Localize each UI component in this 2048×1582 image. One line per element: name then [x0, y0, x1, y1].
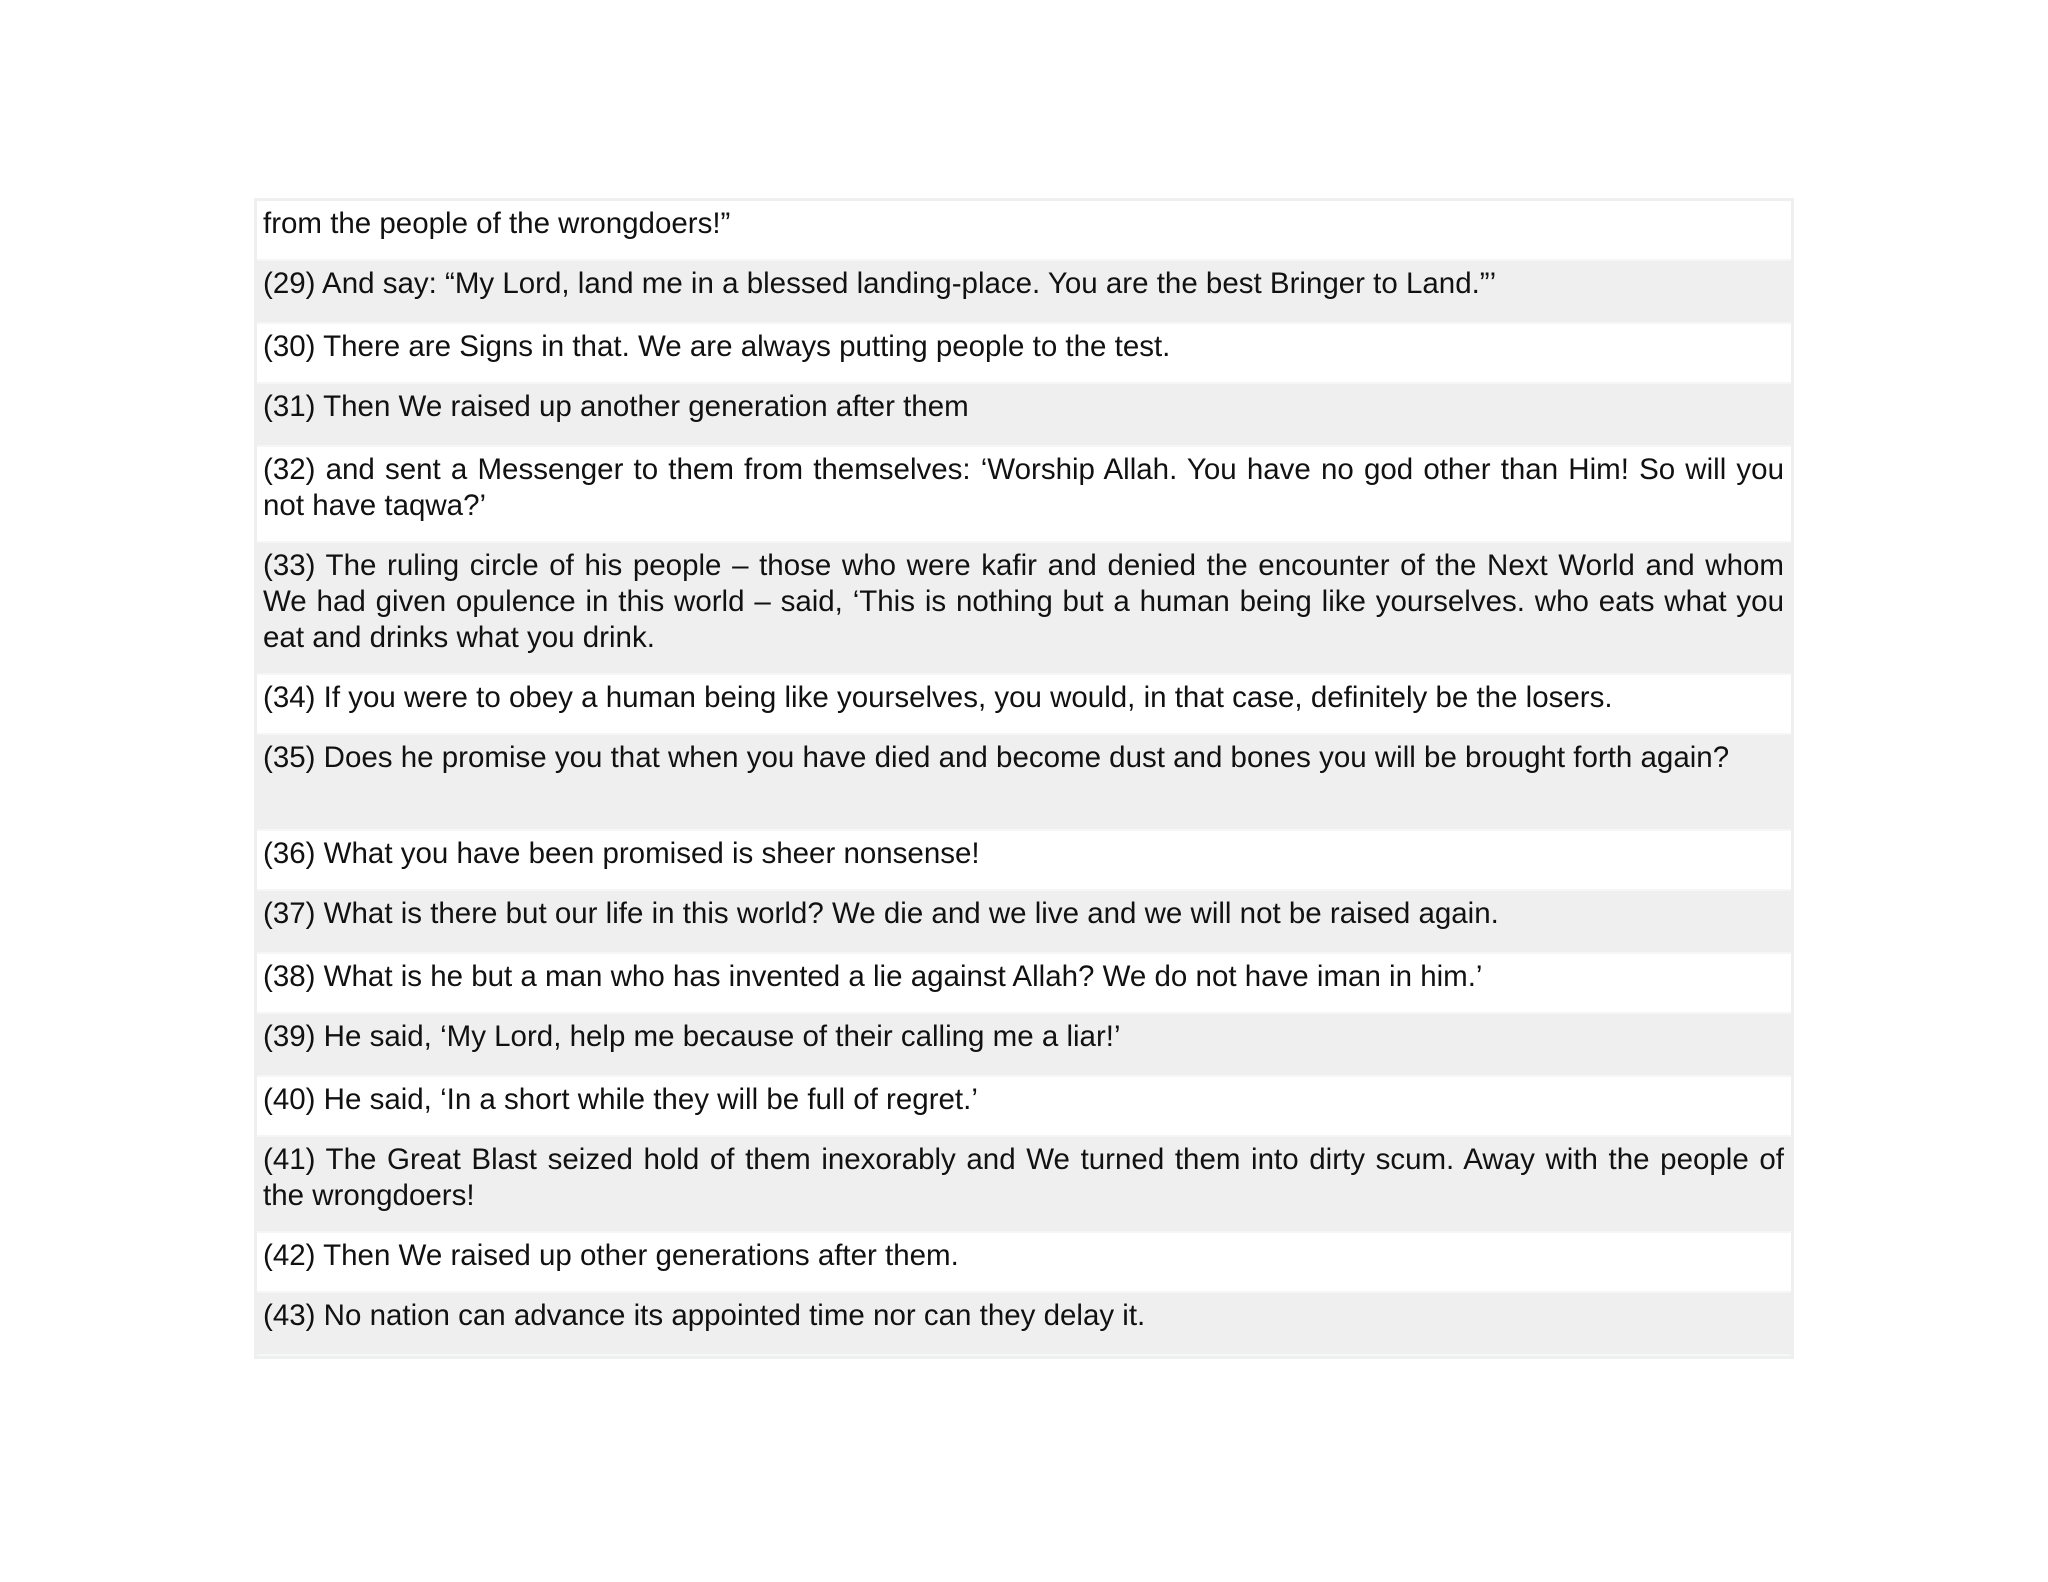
verse-row: (39) He said, ‘My Lord, help me because of their calling me a liar!’ [257, 1014, 1791, 1077]
verse-row: (34) If you were to obey a human being like yourselves, you would, in that case, definitely be the losers. [257, 675, 1791, 735]
verse-row: (36) What you have been promised is sheer nonsense! [257, 831, 1791, 891]
verse-row: (38) What is he but a man who has invented a lie against Allah? We do not have iman in him.’ [257, 954, 1791, 1014]
verse-row: (31) Then We raised up another generation after them [257, 384, 1791, 447]
verse-row: (33) The ruling circle of his people – those who were kafir and denied the encounter of the Next World and whom We had given opulence in this world – said, ‘This is nothing but a human being like yourselves. who eats what you eat and drinks what you drink. [257, 543, 1791, 675]
verse-row: (42) Then We raised up other generations after them. [257, 1233, 1791, 1293]
verse-row: (32) and sent a Messenger to them from themselves: ‘Worship Allah. You have no god other than Him! So will you not have taqwa?’ [257, 447, 1791, 543]
verse-row: (43) No nation can advance its appointed time nor can they delay it. [257, 1293, 1791, 1356]
verse-row: (40) He said, ‘In a short while they will be full of regret.’ [257, 1077, 1791, 1137]
verse-row: (30) There are Signs in that. We are always putting people to the test. [257, 324, 1791, 384]
verse-row: (35) Does he promise you that when you have died and become dust and bones you will be brought forth again? [257, 735, 1791, 831]
verse-row: (37) What is there but our life in this world? We die and we live and we will not be raised again. [257, 891, 1791, 954]
verse-row: (29) And say: “My Lord, land me in a blessed landing-place. You are the best Bringer to Land.”’ [257, 261, 1791, 324]
verse-table [254, 198, 1794, 1359]
verse-row: from the people of the wrongdoers!” [257, 201, 1791, 261]
verse-row: (41) The Great Blast seized hold of them inexorably and We turned them into dirty scum. Away with the people of the wrongdoers! [257, 1137, 1791, 1233]
